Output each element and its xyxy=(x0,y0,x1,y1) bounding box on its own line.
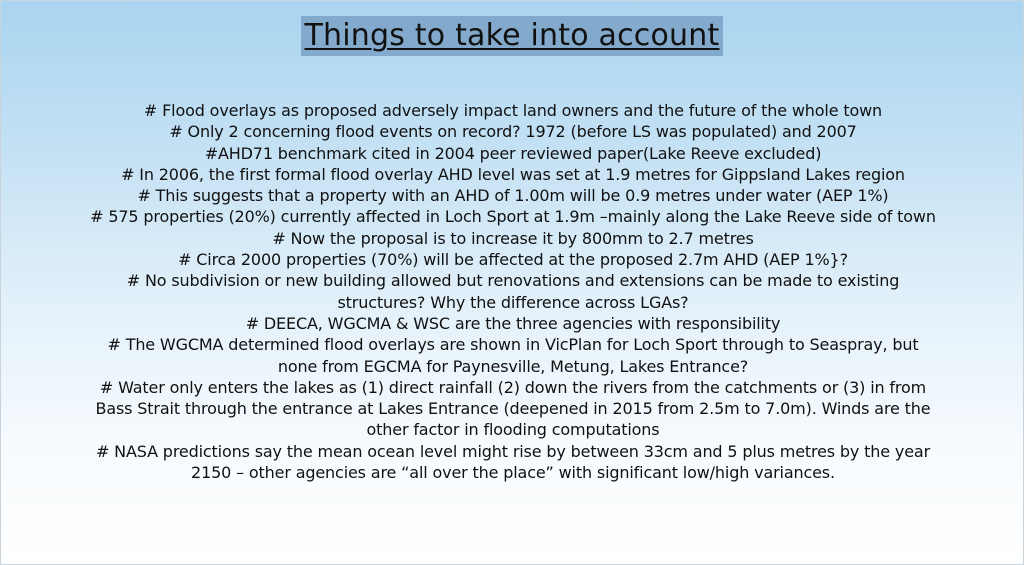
text-line: # DEECA, WGCMA & WSC are the three agencies with responsibility xyxy=(245,313,781,333)
text-line: # Only 2 concerning flood events on record? 1972 (before LS was populated) and 2007 xyxy=(169,122,857,142)
text-line: Bass Strait through the entrance at Lakes Entrance (deepened in 2015 from 2.5m to 7.0m). Winds are the xyxy=(95,399,931,419)
text-line: structures? Why the difference across LGAs? xyxy=(337,292,689,312)
title-container xyxy=(1,16,1023,56)
text-line: # Flood overlays as proposed adversely impact land owners and the future of the whole town xyxy=(143,101,883,120)
text-line: # Now the proposal is to increase it by 800mm to 2.7 metres xyxy=(272,228,754,248)
text-line: # 575 properties (20%) currently affected in Loch Sport at 1.9m –mainly along the Lake Reeve side of town xyxy=(90,207,936,227)
text-line: # The WGCMA determined flood overlays are shown in VicPlan for Loch Sport through to Seaspray, but xyxy=(107,335,919,355)
text-line: other factor in flooding computations xyxy=(366,420,660,440)
slide-title: Things to take into account xyxy=(301,16,724,56)
text-line: 2150 – other agencies are “all over the place” with significant low/high variances. xyxy=(191,463,835,483)
text-line: none from EGCMA for Paynesville, Metung, Lakes Entrance? xyxy=(277,356,749,376)
text-line: # No subdivision or new building allowed but renovations and extensions can be made to existing xyxy=(126,271,900,291)
text-line: #AHD71 benchmark cited in 2004 peer reviewed paper(Lake Reeve excluded) xyxy=(204,143,822,163)
text-line: # In 2006, the first formal flood overlay AHD level was set at 1.9 metres for Gippsland Lakes region xyxy=(121,164,905,184)
text-line: # This suggests that a property with an AHD of 1.00m will be 0.9 metres under water (AEP 1%) xyxy=(137,186,889,206)
text-line: # Water only enters the lakes as (1) direct rainfall (2) down the rivers from the catchments or (3) in from xyxy=(99,377,927,397)
body-text xyxy=(19,100,1007,483)
text-line: # Circa 2000 properties (70%) will be affected at the proposed 2.7m AHD (AEP 1%}? xyxy=(178,250,848,270)
text-line: # NASA predictions say the mean ocean level might rise by between 33cm and 5 plus metres by the year xyxy=(95,441,931,461)
